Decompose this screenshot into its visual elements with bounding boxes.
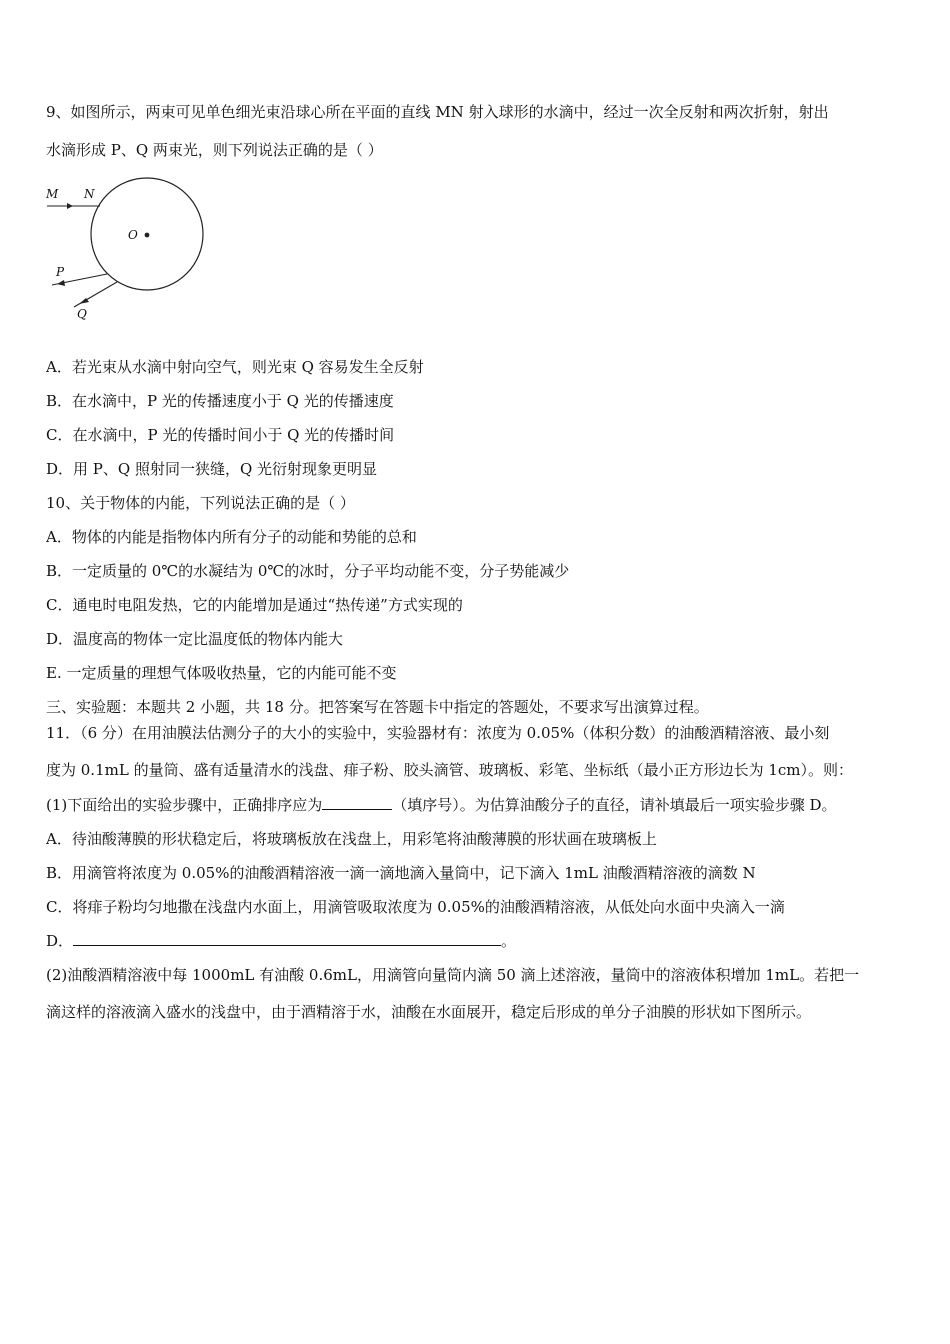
step-d-end: 。 bbox=[501, 932, 517, 950]
q11-stem-line-1: 11．（6 分）在用油膜法估测分子的大小的实验中，实验器材有：浓度为 0.05%（体积分数）的油酸酒精溶液、最小刻 bbox=[46, 724, 830, 742]
q10-stem: 10、关于物体的内能，下列说法正确的是（ ） bbox=[46, 494, 355, 512]
q10-option-e: E. 一定质量的理想气体吸收热量，它的内能可能不变 bbox=[46, 664, 397, 682]
q11-step-d bbox=[46, 931, 912, 951]
step-d-label: D． bbox=[46, 932, 74, 950]
order-answer-blank[interactable] bbox=[322, 795, 392, 810]
q11-step-a: A．待油酸薄膜的形状稳定后，将玻璃板放在浅盘上，用彩笔将油酸薄膜的形状画在玻璃板上 bbox=[46, 830, 657, 848]
ray-p-arrow-icon bbox=[57, 280, 65, 286]
section-3-heading: 三、实验题：本题共 2 小题，共 18 分。把答案写在答题卡中指定的答题处，不要求写出演算过程。 bbox=[46, 698, 709, 716]
q9-option-d: D．用 P、Q 照射同一狭缝，Q 光衍射现象更明显 bbox=[46, 460, 378, 478]
q9-stem-line-2: 水滴形成 P、Q 两束光，则下列说法正确的是（ ） bbox=[46, 141, 383, 159]
q9-option-a: A．若光束从水滴中射向空气，则光束 Q 容易发生全反射 bbox=[46, 358, 424, 376]
q9-option-b: B．在水滴中，P 光的传播速度小于 Q 光的传播速度 bbox=[46, 392, 394, 410]
q10-option-d: D．温度高的物体一定比温度低的物体内能大 bbox=[46, 630, 344, 648]
q10-option-b: B．一定质量的 0℃的水凝结为 0℃的冰时，分子平均动能不变，分子势能减少 bbox=[46, 562, 570, 580]
incident-arrow-icon bbox=[67, 203, 73, 209]
q11-part-2-line-1: (2)油酸酒精溶液中每 1000mL 有油酸 0.6mL，用滴管向量筒内滴 50 滴上述溶液，量筒中的溶液体积增加 1mL。若把一 bbox=[46, 966, 860, 984]
label-q: Q bbox=[77, 307, 87, 321]
q10-option-a: A．物体的内能是指物体内所有分子的动能和势能的总和 bbox=[46, 528, 417, 546]
label-o: O bbox=[128, 228, 138, 242]
part-1-text: (1)下面给出的实验步骤中，正确排序应为 bbox=[46, 796, 323, 814]
label-n: N bbox=[84, 187, 95, 201]
label-p: P bbox=[56, 265, 65, 279]
water-droplet-figure bbox=[40, 176, 220, 326]
q9-option-c: C．在水滴中，P 光的传播时间小于 Q 光的传播时间 bbox=[46, 426, 395, 444]
q10-option-c: C．通电时电阻发热，它的内能增加是通过“热传递”方式实现的 bbox=[46, 596, 463, 614]
q11-part-1 bbox=[46, 795, 912, 815]
label-m: M bbox=[46, 187, 59, 201]
part-1-text-end: （填序号）。为估算油酸分子的直径，请补填最后一项实验步骤 D。 bbox=[392, 796, 837, 814]
q9-stem-line-1: 9、如图所示，两束可见单色细光束沿球心所在平面的直线 MN 射入球形的水滴中，经过一次全反射和两次折射，射出 bbox=[46, 103, 829, 121]
step-d-answer-blank[interactable] bbox=[73, 931, 501, 946]
q11-step-b: B．用滴管将浓度为 0.05%的油酸酒精溶液一滴一滴地滴入量筒中，记下滴入 1mL 油酸酒精溶液的滴数 N bbox=[46, 864, 756, 882]
center-dot bbox=[145, 233, 150, 238]
q11-part-2-line-2: 滴这样的溶液滴入盛水的浅盘中，由于酒精溶于水，油酸在水面展开，稳定后形成的单分子油膜的形状如下图所示。 bbox=[46, 1003, 812, 1021]
q11-stem-line-2: 度为 0.1mL 的量筒、盛有适量清水的浅盘、痱子粉、胶头滴管、玻璃板、彩笔、坐标纸（最小正方形边长为 1cm）。则： bbox=[46, 761, 854, 779]
q11-step-c: C．将痱子粉均匀地撒在浅盘内水面上，用滴管吸取浓度为 0.05%的油酸酒精溶液，从低处向水面中央滴入一滴 bbox=[46, 898, 785, 916]
